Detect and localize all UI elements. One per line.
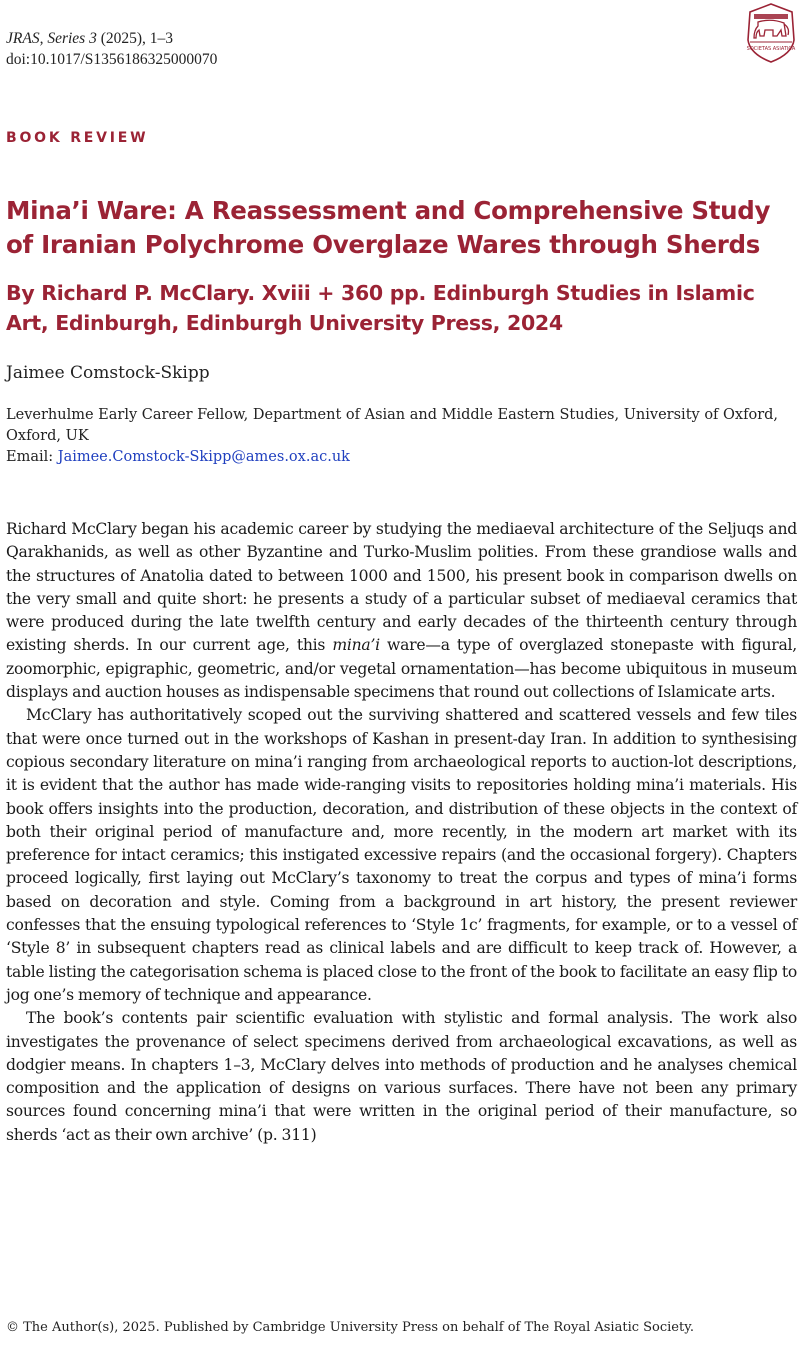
- paragraph-1: [6, 518, 797, 704]
- paragraph-1-end: ware—a type of overglazed stonepaste with figural, zoomorphic, epigraphic, geometric, and/or vegetal ornamentation—has become ubiquitous in museum displays and auction houses as indispensable specimens that round out collections of Islamicate arts.: [6, 636, 797, 702]
- doi: doi:10.1017/S1356186325000070: [6, 51, 218, 68]
- email-link[interactable]: Jaimee.Comstock-Skipp@ames.ox.ac.uk: [57, 449, 350, 465]
- paragraph-3: The book’s contents pair scientific evaluation with stylistic and formal analysis. The work also investigates the provenance of select specimens derived from archaeological excavations, as well as dodgier means. In chapters 1–3, McClary delves into methods of production and he analyses chemical composition and the application of designs on various surfaces. There have not been any primary sources found concerning mina’i that were written in the original period of their manufacture, so sherds ‘act as their own archive’ (p. 311): [6, 1009, 797, 1144]
- royal-asiatic-society-logo: [744, 2, 798, 64]
- journal-reference: [6, 28, 217, 70]
- email-label: Email:: [6, 449, 58, 465]
- journal-citation: [6, 28, 217, 49]
- affiliation: Leverhulme Early Career Fellow, Department of Asian and Middle Eastern Studies, University of Oxford, Oxford, UK: [6, 407, 779, 444]
- article-title: Mina’i Ware: A Reassessment and Comprehensive Study of Iranian Polychrome Overglaze Wares through Sherds: [6, 196, 771, 259]
- email-line: [6, 447, 786, 468]
- author-affiliation-block: [6, 405, 786, 468]
- review-body: [6, 518, 797, 1147]
- logo-text: SOCIETAS ASIATICA: [746, 46, 796, 52]
- journal-title: JRAS, Series 3: [6, 30, 97, 47]
- paragraph-1-start: Richard McClary began his academic career by studying the mediaeval architecture of the Seljuqs and Qarakhanids, as well as other Byzantine and Turko-Muslim polities. From these grandiose walls and the structures of Anatolia dated to between 1000 and 1500, his present book in comparison dwells on the very small and quite short: he presents a study of a particular subset of mediaeval ceramics that were produced during the late twelfth century and early decades of the thirteenth century through existing sherds. In our current age, this: [6, 520, 797, 655]
- section-label: BOOK REVIEW: [6, 130, 149, 146]
- mina-i-emphasis: mina’i: [332, 636, 380, 655]
- paragraph-2: McClary has authoritatively scoped out the surviving shattered and scattered vessels and few tiles that were once turned out in the workshops of Kashan in present-day Iran. In addition to synthesising copious secondary literature on mina’i ranging from archaeological reports to auction-lot descriptions, it is evident that the author has made wide-ranging visits to repositories holding mina’i materials. His book offers insights into the production, decoration, and distribution of these objects in the context of both their original period of manufacture and, more recently, in the modern art market with its preference for intact ceramics; this instigated excessive repairs (and the occasional forgery). Chapters proceed logically, first laying out McClary’s taxonomy to treat the corpus and types of mina’i forms based on decoration and style. Coming from a background in art history, the present reviewer confesses that the ensuing typological references to ‘Style 1c’ fragments, for example, or to a vessel of ‘Style 8’ in subsequent chapters read as clinical labels and are difficult to keep track of. However, a table listing the categorisation schema is placed close to the front of the book to facilitate an easy flip to jog one’s memory of technique and appearance.: [6, 706, 797, 1004]
- copyright-footer: © The Author(s), 2025. Published by Cambridge University Press on behalf of The Royal Asiatic Society.: [6, 1320, 694, 1335]
- journal-year-pages: (2025), 1–3: [96, 30, 174, 47]
- author-name: Jaimee Comstock-Skipp: [6, 363, 210, 383]
- book-byline: By Richard P. McClary. Xviii + 360 pp. Edinburgh Studies in Islamic Art, Edinburgh, Edinburgh University Press, 2024: [6, 281, 755, 335]
